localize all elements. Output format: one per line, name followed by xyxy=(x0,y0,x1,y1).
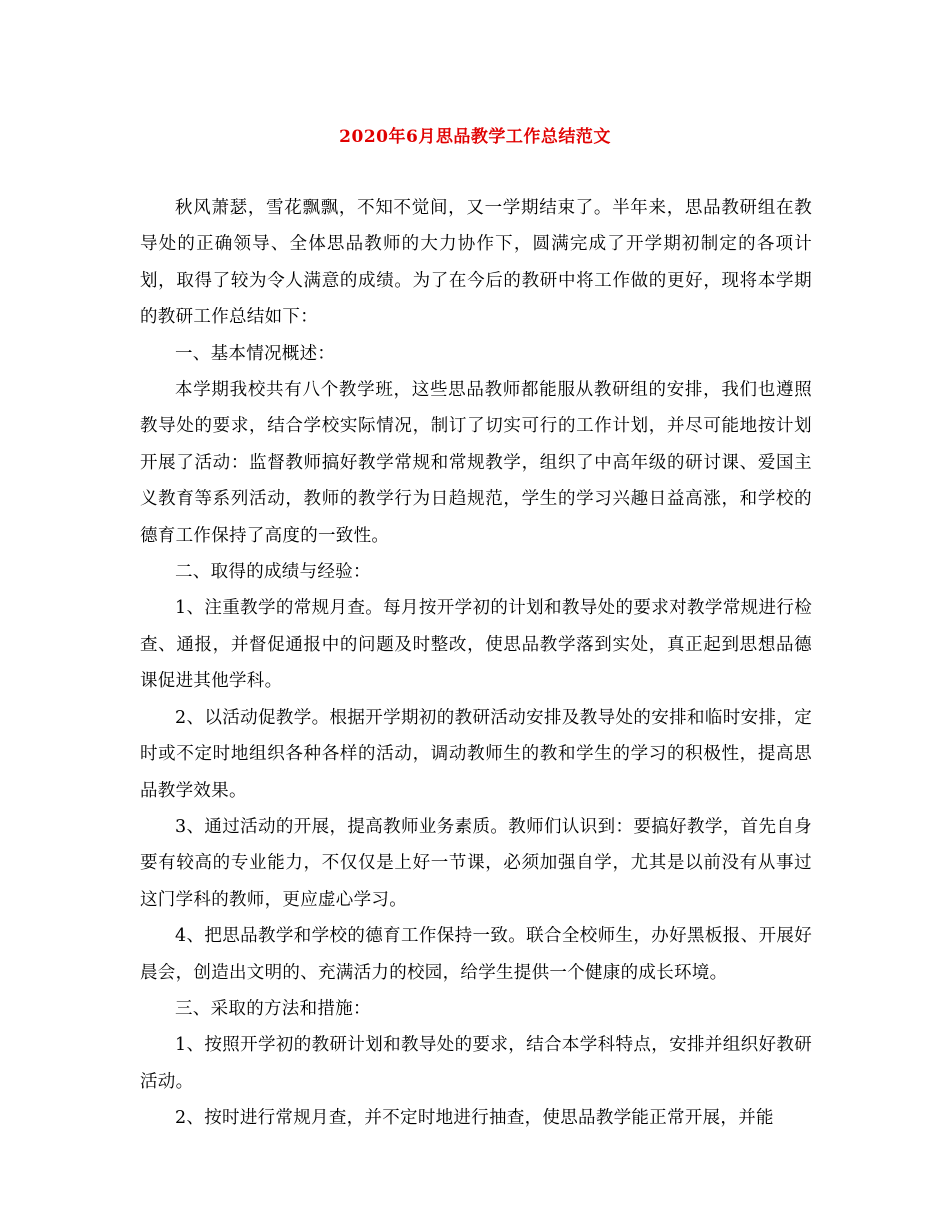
paragraph-method-1: 1、按照开学初的教研计划和教导处的要求，结合本学科特点，安排并组织好教研活动。 xyxy=(140,1035,812,1092)
section-heading-1: 一、基本情况概述： xyxy=(175,343,336,364)
paragraph-method-2: 2、按时进行常规月查，并不定时地进行抽查，使思品教学能正常开展，并能 xyxy=(175,1108,774,1129)
section-heading-2: 二、取得的成绩与经验： xyxy=(175,562,371,583)
paragraph-achievement-3: 3、通过活动的开展，提高教师业务素质。教师们认识到：要搞好教学，首先自身要有较高的专业能力，不仅仅是上好一节课，必须加强自学，尤其是以前没有从事过这门学科的教师，更应虚心学习。 xyxy=(140,816,812,910)
paragraph-achievement-4: 4、把思品教学和学校的德育工作保持一致。联合全校师生，办好黑板报、开展好晨会，创造出文明的、充满活力的校园，给学生提供一个健康的成长环境。 xyxy=(140,926,812,983)
paragraph-achievement-2: 2、以活动促教学。根据开学期初的教研活动安排及教导处的安排和临时安排，定时或不定时地组织各种各样的活动，调动教师生的教和学生的学习的积极性，提高思品教学效果。 xyxy=(140,707,812,801)
section-heading-3: 三、采取的方法和措施： xyxy=(175,998,371,1019)
paragraph-overview: 本学期我校共有八个教学班，这些思品教师都能服从教研组的安排，我们也遵照教导处的要求，结合学校实际情况，制订了切实可行的工作计划，并尽可能地按计划开展了活动：监督教师搞好教学常规和常规教学，组织了中高年级的研讨课、爱国主义教育等系列活动，教师的教学行为日趋规范，学生的学习兴趣日益高涨，和学校的德育工作保持了高度的一致性。 xyxy=(140,380,812,546)
paragraph-intro: 秋风萧瑟，雪花飘飘，不知不觉间，又一学期结束了。半年来，思品教研组在教导处的正确领导、全体思品教师的大力协作下，圆满完成了开学期初制定的各项计划，取得了较为令人满意的成绩。为了在今后的教研中将工作做的更好，现将本学期的教研工作总结如下： xyxy=(140,198,812,328)
document-title: 2020年6月思品教学工作总结范文 xyxy=(339,127,611,147)
document-body xyxy=(140,190,812,1137)
paragraph-achievement-1: 1、注重教学的常规月查。每月按开学初的计划和教导处的要求对教学常规进行检查、通报，并督促通报中的问题及时整改，使思品教学落到实处，真正起到思想品德课促进其他学科。 xyxy=(140,598,812,692)
